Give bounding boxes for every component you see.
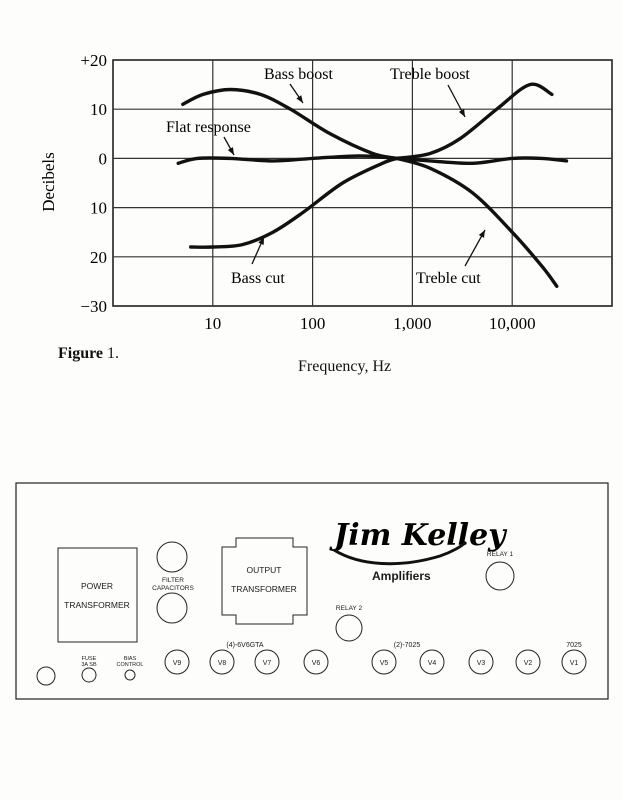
figure-caption-bold: Figure	[58, 345, 104, 362]
bias-label: BIAS	[123, 656, 137, 662]
y-tick-label: 10	[90, 100, 107, 120]
figure-caption	[58, 345, 119, 363]
output-transformer-label-2: TRANSFORMER	[231, 584, 297, 594]
y-axis-label: Decibels	[39, 152, 58, 212]
fuse-holder	[82, 668, 96, 682]
annotation-treble-boost-label: Treble boost	[390, 66, 470, 83]
fuse-label: FUSE	[81, 656, 97, 662]
y-tick-label: 0	[98, 149, 107, 169]
tube-label-v8: V8	[217, 660, 227, 667]
tube-label-v1: V1	[569, 660, 579, 667]
tube-label-v2: V2	[523, 660, 533, 667]
relay2-label: RELAY 2	[335, 605, 363, 612]
bias-pot	[125, 670, 135, 680]
annotation-bass-boost-arrowhead	[296, 95, 303, 103]
filter-capacitor-bottom	[157, 593, 187, 623]
chart-series	[178, 84, 566, 286]
annotation-treble-boost-arrowhead	[459, 109, 465, 117]
series-flat-response	[178, 156, 566, 163]
relay1-socket	[486, 562, 514, 590]
annotation-treble-cut-label: Treble cut	[416, 270, 481, 287]
filter-capacitor-top	[157, 542, 187, 572]
figure-caption-number: 1.	[103, 345, 120, 362]
y-tick-label: 20	[90, 247, 107, 267]
tube-7025-label: 7025	[566, 642, 582, 649]
x-tick-label: 1,000	[393, 314, 432, 333]
filter-capacitors-label: FILTER	[162, 577, 184, 584]
power-transformer-label: POWER	[80, 581, 114, 591]
annotation-bass-boost-label: Bass boost	[264, 66, 333, 83]
tube-sockets	[165, 650, 586, 674]
logo-script: Jim Kelley	[334, 518, 506, 553]
jack-socket	[37, 667, 55, 685]
series-treble-boost	[397, 84, 552, 158]
annotation-flat-response-arrowhead	[228, 147, 234, 155]
tube-label-v6: V6	[311, 660, 321, 667]
series-treble-cut	[397, 158, 557, 286]
tube-group-7025-label: (2)-7025	[393, 642, 421, 649]
annotation-flat-response-label: Flat response	[166, 119, 251, 136]
tube-label-v3: V3	[476, 660, 486, 667]
tube-label-v5: V5	[379, 660, 389, 667]
x-tick-label: 10	[204, 314, 222, 333]
fuse-rating-label: 3A SB	[81, 662, 97, 668]
tube-label-v4: V4	[427, 660, 437, 667]
power-transformer-box	[58, 548, 137, 642]
tube-group-6v6-label: (4)-6V6GTA	[226, 642, 264, 649]
annotation-treble-cut-arrowhead	[479, 230, 485, 238]
bias-control-label: CONTROL	[116, 662, 144, 668]
jim-kelley-logo	[329, 518, 508, 583]
y-tick-label: +20	[80, 51, 107, 70]
power-transformer-label-2: TRANSFORMER	[64, 600, 130, 610]
y-tick-label: 10	[90, 198, 107, 218]
series-bass-cut	[191, 158, 397, 247]
filter-capacitors-label-2: CAPACITORS	[152, 585, 194, 592]
x-tick-label: 10,000	[488, 314, 536, 333]
relay1-label: RELAY 1	[486, 551, 514, 558]
annotation-bass-cut-label: Bass cut	[231, 270, 285, 287]
tube-label-v9: V9	[172, 660, 182, 667]
plot-frame	[113, 60, 612, 306]
output-transformer-box	[222, 538, 307, 624]
x-axis-label: Frequency, Hz	[298, 358, 392, 375]
amplifier-chassis-panel	[0, 470, 623, 720]
x-axis-ticks	[204, 314, 535, 333]
relay2-socket	[336, 615, 362, 641]
x-tick-label: 100	[299, 314, 326, 333]
chart-annotations	[166, 66, 485, 287]
output-transformer-label: OUTPUT	[246, 565, 282, 575]
y-tick-label: −30	[80, 297, 107, 316]
chart-grid	[113, 60, 612, 306]
y-axis-ticks	[80, 51, 107, 316]
tube-label-v7: V7	[262, 660, 272, 667]
logo-subtitle: Amplifiers	[372, 569, 431, 583]
